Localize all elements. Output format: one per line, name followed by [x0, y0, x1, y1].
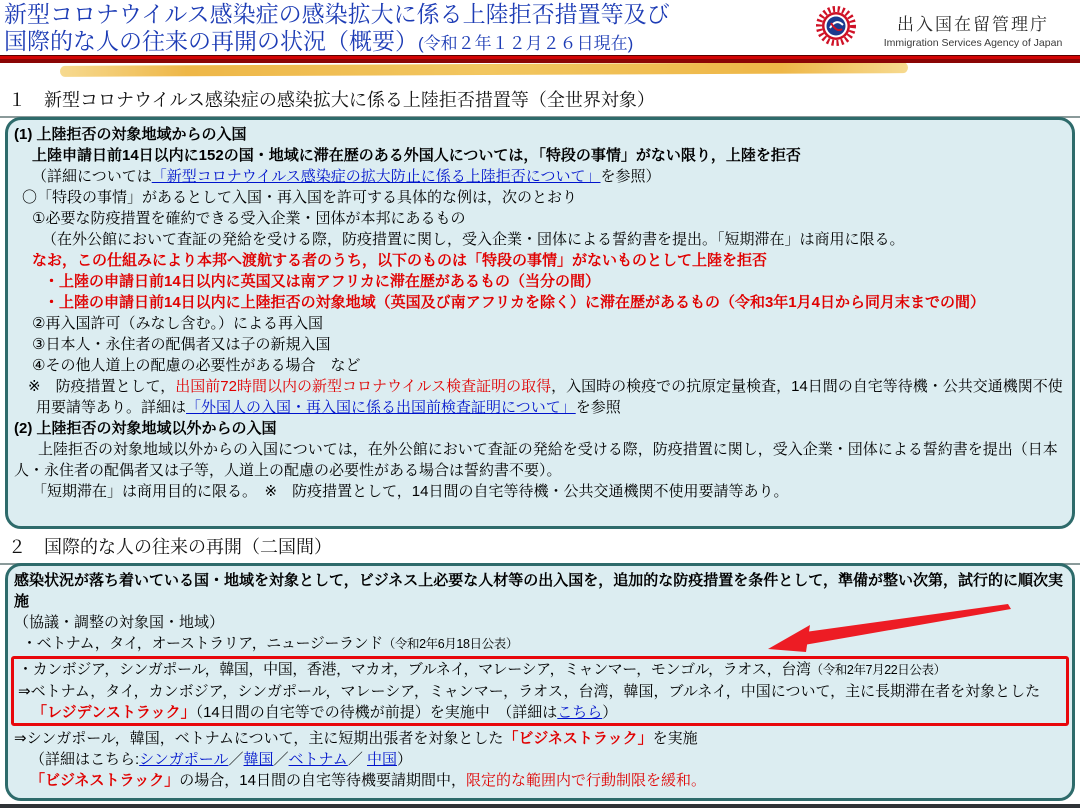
box1-line10: ②再入国許可（みなし含む。）による再入国: [32, 315, 323, 332]
publish-date: （令和2年7月22日公表）: [810, 663, 946, 677]
page-title-line1: 新型コロナウイルス感染症の感染拡大に係る上陸拒否措置等及び: [4, 1, 670, 27]
as-of-date: (令和２年１２月２６日現在): [418, 34, 634, 53]
link-vietnam[interactable]: ベトナム: [288, 751, 348, 768]
text-segment: ⇒ベトナム，タイ，カンボジア，シンガポール，マレーシア，ミャンマー，ラオス，台湾，韓国，ブルネイ，中国について，主に長期滞在者を対象とした: [18, 683, 1041, 700]
box1-line1: (1) 上陸拒否の対象地域からの入国: [14, 126, 247, 143]
box1-line13: [14, 376, 1066, 418]
page-title-line2: 国際的な人の往来の再開の状況（概要）(令和２年１２月２６日現在): [4, 28, 634, 54]
text-segment: （詳細については: [32, 168, 152, 185]
text-segment: を実施: [652, 730, 698, 747]
box2-country-links-line: [14, 749, 1066, 770]
box1-line6: （在外公館において査証の発給を受ける際，防疫措置に関し，受入企業・団体による誓約書を提出。「短期滞在」は商用に限る。: [42, 231, 905, 248]
link-china[interactable]: 中国: [366, 751, 397, 768]
text-segment: ・ベトナム，タイ，オーストラリア，ニュージーランド: [22, 635, 383, 652]
link-landing-denial-details[interactable]: 「新型コロナウイルス感染症の拡大防止に係る上陸拒否について」: [151, 168, 601, 185]
text-segment: の場合，14日間の自宅等待機要請期間中，: [179, 772, 466, 789]
box1-line15: 上陸拒否の対象地域以外からの入国については，在外公館において査証の発給を受ける際，防疫措置に関し，受入企業・団体による誓約書を提出（日本人・永住者の配偶者又は子等，人道上の配慮の必要性がある場合は誓約書不要）。: [14, 441, 1058, 479]
business-track-label: 「ビジネストラック」: [503, 730, 653, 747]
page-bottom-edge: [0, 804, 1080, 808]
box1-line14: (2) 上陸拒否の対象地域以外からの入国: [14, 420, 277, 437]
section2-heading: ２ 国際的な人の往来の再開（二国間）: [0, 531, 1080, 565]
box2-scope-label: （協議・調整の対象国・地域）: [14, 614, 225, 631]
box1-line5: ①必要な防疫措置を確約できる受入企業・団体が本邦にあるもの: [32, 210, 466, 227]
text-segment: を参照）: [600, 168, 661, 185]
agency-name-en: Immigration Services Agency of Japan: [883, 37, 1063, 49]
box2-lead: 感染状況が落ち着いている国・地域を対象として，ビジネス上必要な人材等の出入国を，追加的な防疫措置を条件として，準備が整い次第，試行的に順次実施: [14, 572, 1063, 610]
text-segment: ，入国時の検疫での抗原定量検査，14日間の自宅等待機・公共交通機関不使用要請等あり。詳細は: [36, 378, 1063, 416]
text-segment: （詳細はこちら:: [30, 751, 140, 768]
box2-country-row1: [14, 633, 1066, 655]
publish-date: （令和2年6月18日公表）: [382, 637, 518, 651]
immigration-agency-emblem-icon: [816, 6, 856, 46]
link-residence-track-details[interactable]: こちら: [557, 704, 603, 721]
box2-country-row2: [18, 659, 1062, 681]
page-title: [4, 1, 814, 57]
business-track-label: 「ビジネストラック」: [30, 772, 180, 789]
highlight-red-box: [11, 656, 1069, 726]
box1-line8: ・上陸の申請日前14日以内に英国又は南アフリカに滞在歴があるもの（当分の間）: [44, 273, 600, 290]
box1-line9: ・上陸の申請日前14日以内に上陸拒否の対象地域（英国及び南アフリカを除く）に滞在歴があるもの（令和3年1月4日から同月末までの間）: [44, 294, 985, 311]
text-segment: ⇒シンガポール，韓国，ベトナムについて，主に短期出張者を対象とした: [14, 730, 504, 747]
box2-business-track-line: [14, 728, 1066, 749]
box1-line3: [14, 166, 1066, 187]
residence-track-label: 「レジデンストラック」: [32, 704, 196, 721]
yellow-highlight-stroke: [60, 62, 908, 77]
link-korea[interactable]: 韓国: [243, 751, 274, 768]
box1-line16: 「短期滞在」は商用目的に限る。 ※ 防疫措置として，14日間の自宅等待機・公共交通機関不使用要請等あり。: [32, 483, 789, 500]
text-segment: ・カンボジア，シンガポール，韓国，中国，香港，マカオ，ブルネイ，マレーシア，ミャンマー，モンゴル，ラオス，台湾: [18, 661, 811, 678]
box1-line4: 〇「特段の事情」があるとして入国・再入国を許可する具体的な例は，次のとおり: [22, 189, 578, 206]
box2-residence-track-line: [18, 681, 1062, 723]
text-segment-red: 限定的な範囲内で行動制限を緩和。: [465, 772, 706, 789]
agency-name: [868, 10, 1078, 49]
text-segment: （14日間の自宅等での待機が前提）を実施中 （詳細は: [195, 704, 558, 721]
text-segment-red: 出国前72時間以内の新型コロナウイルス検査証明の取得: [175, 378, 552, 395]
box2-business-track-note: [14, 770, 1066, 791]
agency-name-ja: 出入国在留管理庁: [897, 15, 1049, 34]
link-pre-departure-test-certificate[interactable]: 「外国人の入国・再入国に係る出国前検査証明について」: [186, 399, 576, 416]
box1-line7: なお，この仕組みにより本邦へ渡航する者のうち，以下のものは「特段の事情」がないものとして上陸を拒否: [32, 252, 768, 269]
text-segment: を参照: [575, 399, 621, 416]
text-segment: ※ 防疫措置として，: [28, 378, 176, 395]
text-segment: ／: [347, 751, 367, 768]
section2-box: [5, 563, 1075, 801]
box1-line12: ④その他人道上の配慮の必要性がある場合 など: [32, 357, 361, 374]
box1-line2: 上陸申請日前14日以内に152の国・地域に滞在歴のある外国人については，「特段の事情」がない限り，上陸を拒否: [32, 147, 801, 164]
box1-line11: ③日本人・永住者の配偶者又は子の新規入国: [32, 336, 331, 353]
section1-box: [5, 117, 1075, 529]
link-singapore[interactable]: シンガポール: [139, 751, 229, 768]
text-segment: ／: [228, 751, 244, 768]
section1-heading: １ 新型コロナウイルス感染症の感染拡大に係る上陸拒否措置等（全世界対象）: [0, 84, 1080, 118]
text-segment: ）: [602, 704, 618, 721]
text-segment: ）: [397, 751, 413, 768]
text-segment: ／: [273, 751, 289, 768]
